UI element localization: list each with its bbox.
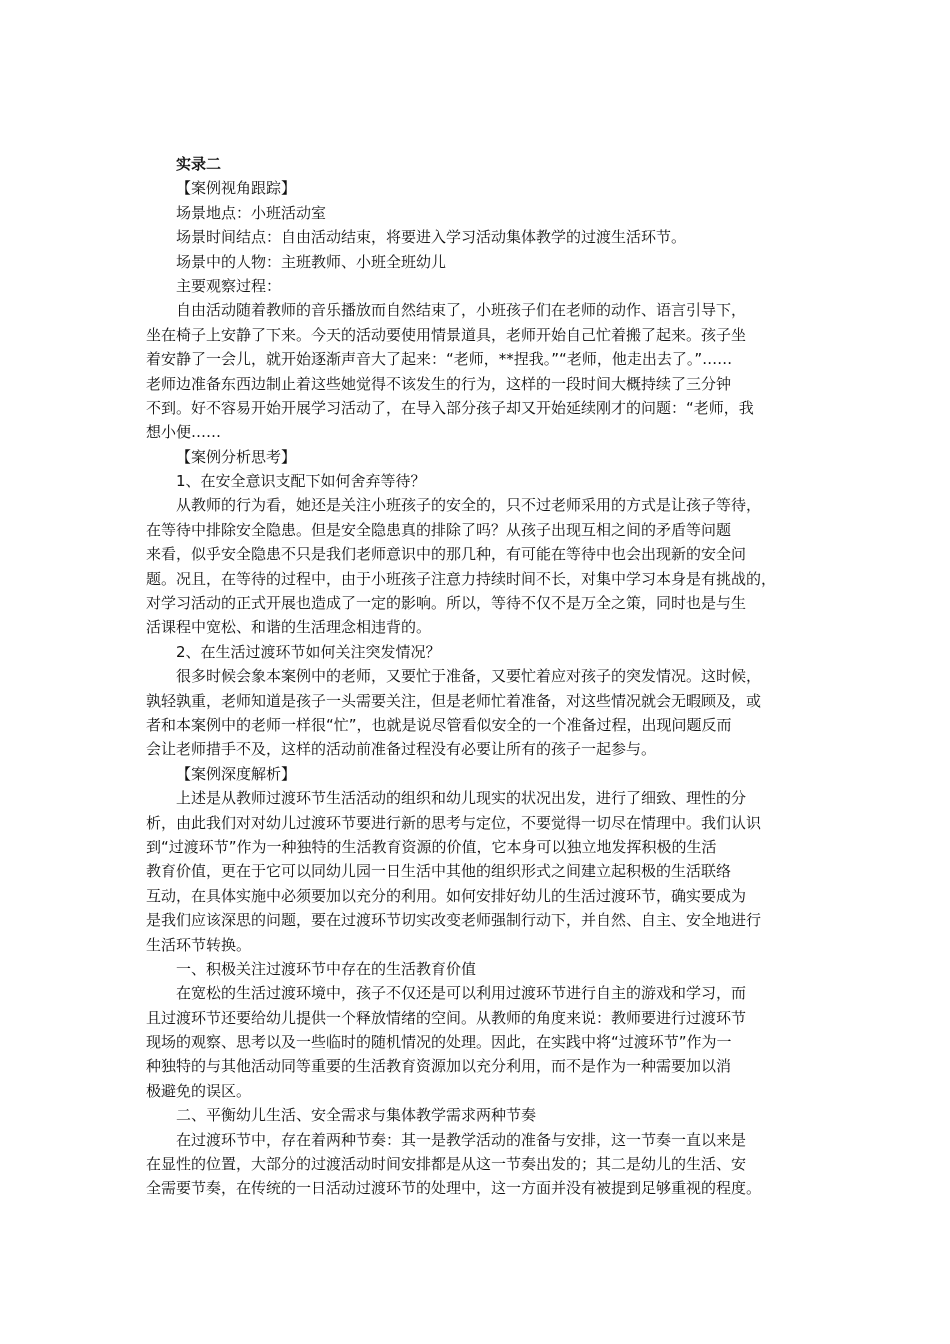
text-line: 到“过渡环节”作为一种独特的生活教育资源的价值，它本身可以独立地发挥积极的生活 [146,837,717,856]
text-line: 1、在安全意识支配下如何舍弃等待？ [176,472,426,491]
text-line: 种独特的与其他活动同等重要的生活教育资源加以充分利用，而不是作为一种需要加以消 [146,1057,732,1076]
text-line: 自由活动随着教师的音乐播放而自然结束了，小班孩子们在老师的动作、语言引导下， [176,301,747,320]
text-line: 二、平衡幼儿生活、安全需求与集体教学需求两种节奏 [176,1106,537,1125]
text-line: 极避免的误区。 [146,1081,252,1100]
text-line: 场景地点：小班活动室 [176,203,327,222]
text-line: 上述是从教师过渡环节生活活动的组织和幼儿现实的状况出发，进行了细致、理性的分 [176,789,747,808]
text-line: 很多时候会象本案例中的老师，又要忙于准备，又要忙着应对孩子的突发情况。这时候， [176,667,762,686]
text-line: 题。况且，在等待的过程中，由于小班孩子注意力持续时间不长，对集中学习本身是有挑战的， [146,569,777,588]
text-line: 【案例分析思考】 [176,447,297,466]
text-line: 在等待中排除安全隐患。但是安全隐患真的排除了吗？从孩子出现互相之间的矛盾等问题 [146,520,732,539]
text-line: 生活环节转换。 [146,935,252,954]
section-title: 实录二 [176,155,222,173]
text-line: 着安静了一会儿，就开始逐渐声音大了起来：“老师，**捏我。”“老师，他走出去了。”…… [146,350,733,369]
text-line: 不到。好不容易开始开展学习活动了，在导入部分孩子却又开始延续刚才的问题：“老师，我 [146,398,754,417]
text-line: 孰轻孰重，老师知道是孩子一头需要关注，但是老师忙着准备，对这些情况就会无暇顾及，或 [146,691,762,710]
text-line: 在过渡环节中，存在着两种节奏：其一是教学活动的准备与安排，这一节奏一直以来是 [176,1130,747,1149]
text-line: 析，由此我们对对幼儿过渡环节要进行新的思考与定位，不要觉得一切尽在情理中。我们认识 [146,813,762,832]
text-line: 全需要节奏，在传统的一日活动过渡环节的处理中，这一方面并没有被提到足够重视的程度。 [146,1179,762,1198]
text-line: 者和本案例中的老师一样很“忙”，也就是说尽管看似安全的一个准备过程，出现问题反而 [146,715,732,734]
text-line: 活课程中宽松、和谐的生活理念相违背的。 [146,618,432,637]
text-line: 一、积极关注过渡环节中存在的生活教育价值 [176,959,477,978]
text-line: 教育价值，更在于它可以同幼儿园一日生活中其他的组织形式之间建立起积极的生活联络 [146,862,732,881]
text-line: 现场的观察、思考以及一些临时的随机情况的处理。因此，在实践中将“过渡环节”作为一 [146,1033,732,1052]
text-line: 主要观察过程： [176,276,282,295]
text-line: 场景中的人物：主班教师、小班全班幼儿 [176,252,447,271]
text-line: 在宽松的生活过渡环境中，孩子不仅还是可以利用过渡环节进行自主的游戏和学习，而 [176,984,747,1003]
text-line: 对学习活动的正式开展也造成了一定的影响。所以，等待不仅不是万全之策，同时也是与生 [146,594,747,613]
text-line: 且过渡环节还要给幼儿提供一个释放情绪的空间。从教师的角度来说：教师要进行过渡环节 [146,1008,747,1027]
text-line: 互动，在具体实施中必须要加以充分的利用。如何安排好幼儿的生活过渡环节，确实要成为 [146,886,747,905]
text-line: 坐在椅子上安静了下来。今天的活动要使用情景道具，老师开始自己忙着搬了起来。孩子坐 [146,325,747,344]
text-line: 是我们应该深思的问题，要在过渡环节切实改变老师强制行动下，并自然、自主、安全地进行 [146,911,762,930]
text-line: 在显性的位置，大部分的过渡活动时间安排都是从这一节奏出发的；其二是幼儿的生活、安 [146,1155,747,1174]
text-line: 老师边准备东西边制止着这些她觉得不该发生的行为，这样的一段时间大概持续了三分钟 [146,374,732,393]
text-line: 【案例视角跟踪】 [176,179,297,198]
text-line: 想小便…… [146,423,222,442]
text-line: 会让老师措手不及，这样的活动前准备过程没有必要让所有的孩子一起参与。 [146,740,657,759]
text-line: 来看，似乎安全隐患不只是我们老师意识中的那几种，有可能在等待中也会出现新的安全问 [146,545,747,564]
text-line: 【案例深度解析】 [176,764,297,783]
text-line: 场景时间结点：自由活动结束，将要进入学习活动集体教学的过渡生活环节。 [176,228,687,247]
text-line: 从教师的行为看，她还是关注小班孩子的安全的，只不过老师采用的方式是让孩子等待， [176,496,762,515]
document-body [146,152,822,1201]
text-line: 2、在生活过渡环节如何关注突发情况？ [176,642,441,661]
